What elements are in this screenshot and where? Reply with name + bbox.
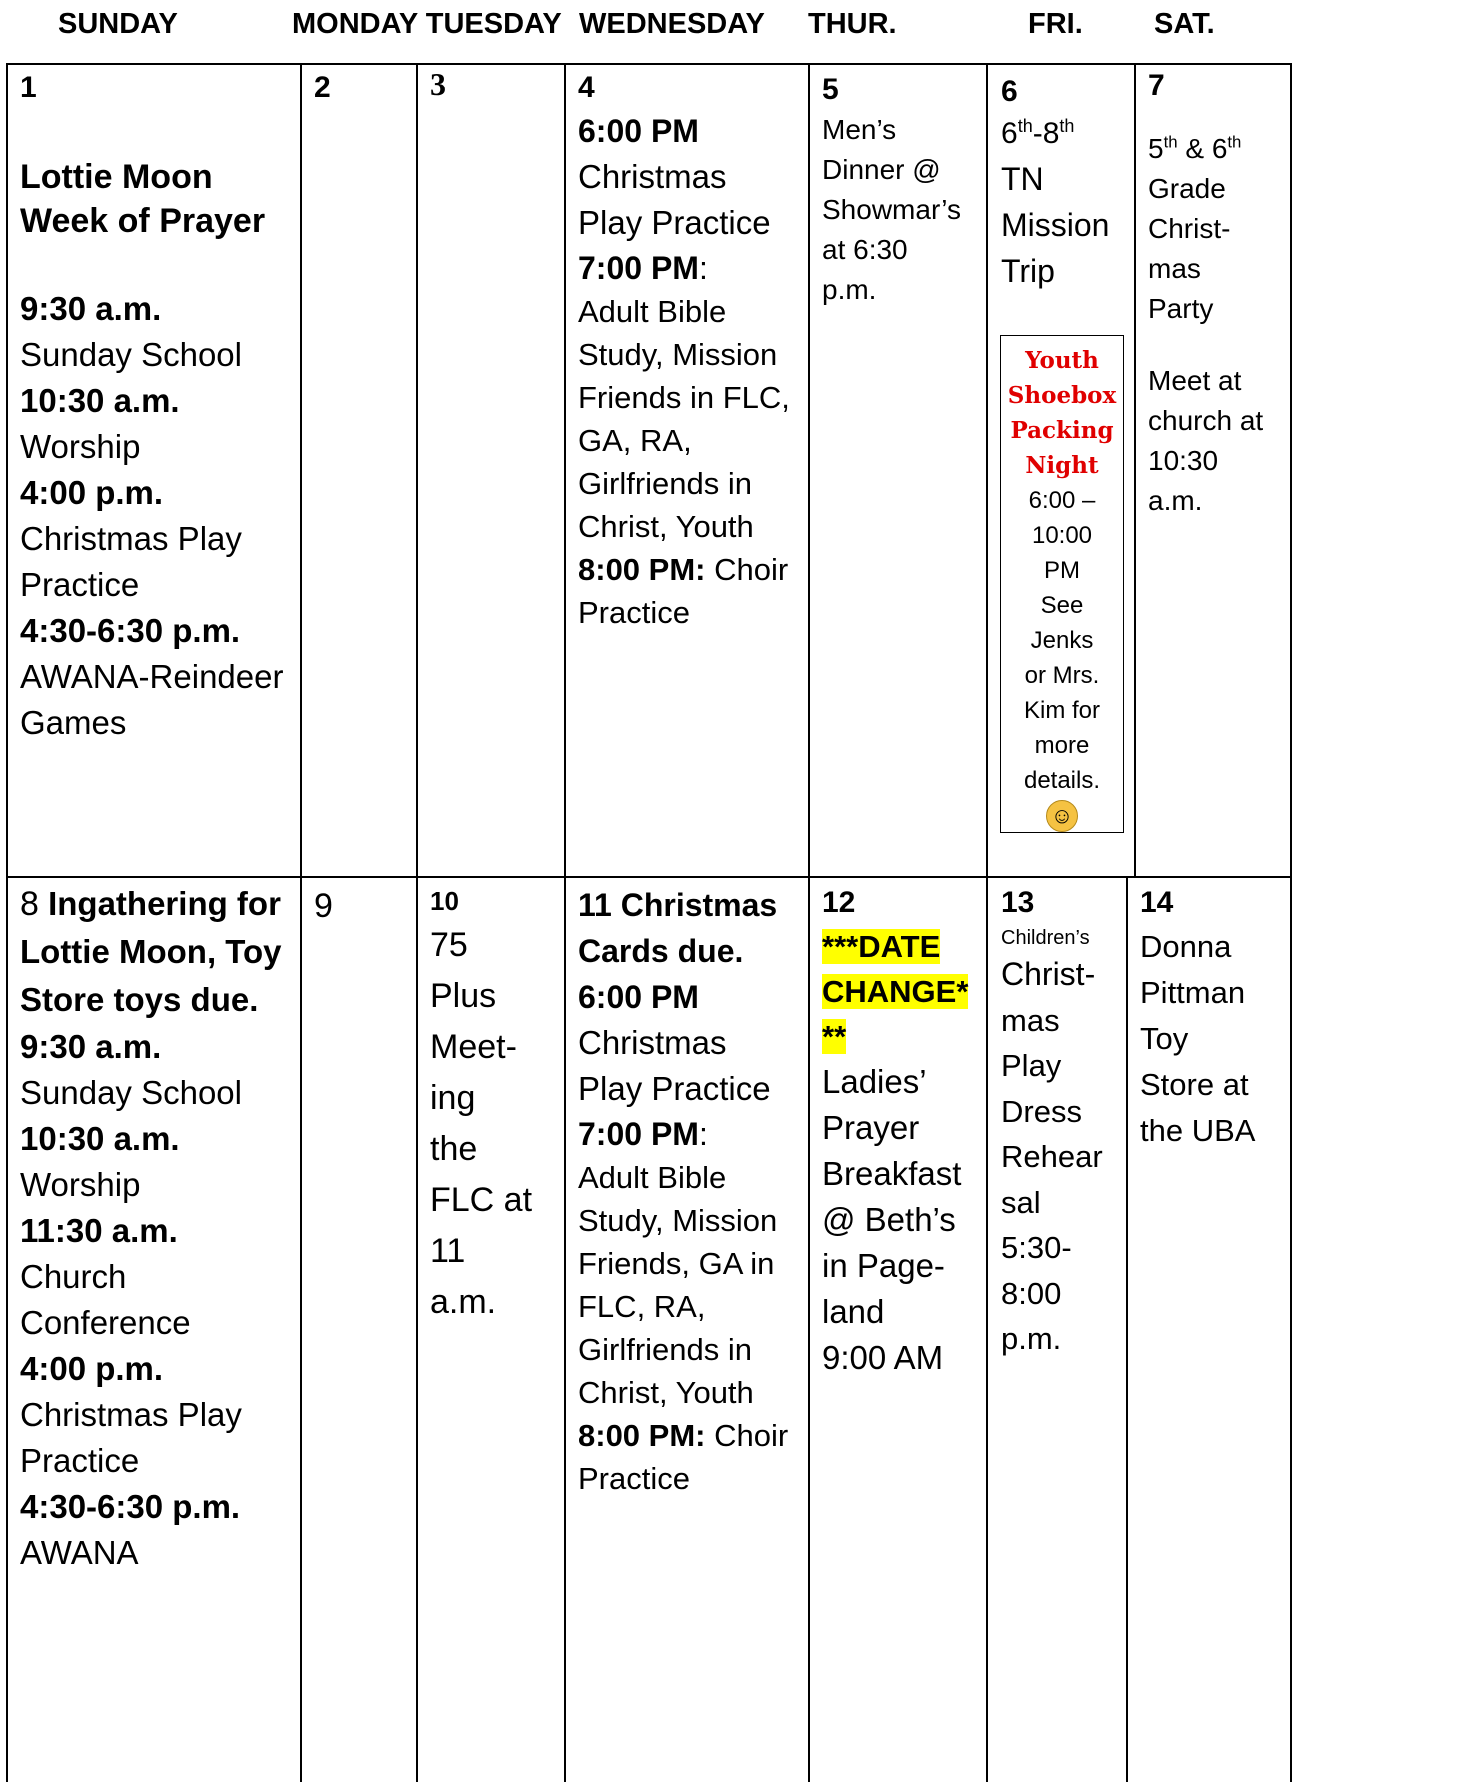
event-small-label: Children’s bbox=[1001, 927, 1090, 949]
day-cell-5 bbox=[822, 66, 984, 310]
grade-part: 5 bbox=[1148, 133, 1164, 164]
event-desc: Dress bbox=[1001, 1093, 1082, 1129]
grid-left-border bbox=[6, 65, 8, 1782]
day-cell-13 bbox=[1001, 882, 1123, 1362]
grid-col-divider bbox=[300, 65, 302, 1782]
event-time: 10:30 a.m. bbox=[20, 382, 180, 419]
notice-text: details. bbox=[1023, 767, 1101, 794]
event-desc: Worship bbox=[20, 1166, 141, 1203]
header-wednesday: WEDNESDAY bbox=[579, 8, 765, 40]
event-grade bbox=[1148, 129, 1288, 169]
event-time-row bbox=[578, 548, 806, 591]
notice-title-line: Youth bbox=[1025, 347, 1099, 374]
day-cell-11 bbox=[578, 882, 806, 1500]
smiley-icon: ☺ bbox=[1046, 800, 1078, 832]
event-desc: Girlfriends in bbox=[578, 466, 752, 501]
event-desc: Ladies’ bbox=[822, 1063, 927, 1100]
event-desc: Showmar’s bbox=[822, 194, 962, 225]
header-friday: FRI. bbox=[1028, 8, 1083, 40]
notice-text: Kim for bbox=[1023, 697, 1100, 724]
day-cell-8 bbox=[20, 880, 298, 1576]
event-desc: 9:00 AM bbox=[822, 1339, 944, 1376]
event-desc: Christmas Play bbox=[20, 520, 242, 557]
event-desc: 11 bbox=[430, 1232, 466, 1270]
event-desc: Practice bbox=[578, 1461, 690, 1496]
day-cell-10 bbox=[430, 882, 560, 1328]
event-desc: the bbox=[430, 1130, 478, 1168]
event-time-row bbox=[578, 246, 806, 290]
event-desc: Practice bbox=[578, 595, 690, 630]
event-desc: Games bbox=[20, 704, 127, 741]
event-time: 9:30 a.m. bbox=[20, 1028, 162, 1065]
event-time-colon: : bbox=[698, 1116, 708, 1152]
event-header bbox=[20, 880, 298, 928]
event-desc: Adult Bible bbox=[578, 1160, 727, 1195]
grid-right-border bbox=[1290, 65, 1292, 1782]
event-desc: p.m. bbox=[822, 274, 877, 305]
event-desc: Sunday School bbox=[20, 1074, 242, 1111]
event-time: 10:30 a.m. bbox=[20, 1120, 180, 1157]
event-desc: 8:00 bbox=[1001, 1275, 1062, 1311]
event-title: Lottie Moon, Toy bbox=[20, 933, 282, 970]
header-saturday: SAT. bbox=[1154, 8, 1215, 40]
event-title: Cards due. bbox=[578, 933, 744, 969]
event-desc: Play Practice bbox=[578, 204, 771, 241]
event-desc: the UBA bbox=[1140, 1113, 1256, 1148]
event-desc: Christmas bbox=[578, 1024, 727, 1061]
event-desc: Christ- bbox=[1148, 213, 1231, 244]
event-desc: Prayer bbox=[822, 1109, 920, 1146]
event-time: 6:00 PM bbox=[578, 979, 699, 1015]
event-desc: sal bbox=[1001, 1184, 1041, 1220]
event-desc: 5:30- bbox=[1001, 1230, 1072, 1265]
event-desc: Choir bbox=[705, 552, 789, 587]
date-change-notice: CHANGE* bbox=[822, 974, 969, 1009]
grid-col-divider bbox=[564, 65, 566, 1782]
event-time: 7:00 PM bbox=[578, 250, 699, 286]
event-title: 11 Christmas bbox=[578, 887, 778, 923]
day-cell-6 bbox=[1001, 66, 1131, 294]
date-change-notice: ** bbox=[822, 1019, 847, 1054]
day-cell-4 bbox=[578, 66, 806, 634]
event-time: 4:00 p.m. bbox=[20, 1350, 164, 1387]
date-suffix: th bbox=[1017, 116, 1033, 136]
event-desc: p.m. bbox=[1001, 1321, 1062, 1356]
event-desc: Pittman bbox=[1140, 975, 1246, 1010]
event-desc: TN bbox=[1001, 161, 1044, 197]
event-time-row bbox=[578, 1414, 806, 1457]
event-desc: Friends, GA in bbox=[578, 1246, 775, 1281]
event-desc: a.m. bbox=[1148, 485, 1203, 516]
event-desc: Christ, Youth bbox=[578, 509, 754, 544]
notice-text: more bbox=[1034, 732, 1090, 759]
event-desc: Play bbox=[1001, 1048, 1062, 1083]
event-desc: Grade bbox=[1148, 173, 1226, 204]
event-desc: Friends in FLC, bbox=[578, 380, 790, 415]
day-cell-14 bbox=[1140, 882, 1288, 1154]
event-desc: Christ, Youth bbox=[578, 1375, 754, 1410]
event-desc: Practice bbox=[20, 1442, 140, 1479]
day-number: 4 bbox=[578, 71, 595, 104]
event-time: 6:00 PM bbox=[578, 113, 699, 149]
event-desc: Study, Mission bbox=[578, 337, 778, 372]
event-desc: FLC, RA, bbox=[578, 1289, 706, 1324]
event-title: Ingathering for bbox=[38, 885, 281, 922]
event-title-line: Week of Prayer bbox=[20, 202, 266, 240]
event-desc: Meet- bbox=[430, 1028, 517, 1066]
notice-text: 10:00 bbox=[1031, 522, 1093, 549]
event-desc: Toy bbox=[1140, 1021, 1189, 1056]
event-desc: Choir bbox=[705, 1418, 789, 1453]
grade-suffix: th bbox=[1163, 132, 1178, 152]
event-desc: Study, Mission bbox=[578, 1203, 778, 1238]
event-time: 11:30 a.m. bbox=[20, 1212, 178, 1249]
event-desc: Rehear bbox=[1001, 1139, 1103, 1174]
event-desc: Store at bbox=[1140, 1067, 1249, 1102]
event-desc: Mission bbox=[1001, 207, 1110, 243]
header-sunday: SUNDAY bbox=[58, 8, 178, 40]
grid-col-divider bbox=[416, 65, 418, 1782]
day-number: 10 bbox=[430, 886, 459, 916]
event-desc: AWANA bbox=[20, 1534, 139, 1571]
event-time: 8:00 PM: bbox=[578, 1418, 706, 1453]
event-dates bbox=[1001, 112, 1131, 156]
event-title: Store toys due. bbox=[20, 981, 259, 1018]
event-desc: Church bbox=[20, 1258, 127, 1295]
event-desc: FLC at bbox=[430, 1181, 533, 1219]
day-number: 2 bbox=[314, 71, 331, 104]
event-desc: church at bbox=[1148, 405, 1264, 436]
event-desc: Trip bbox=[1001, 253, 1055, 289]
day-number: 1 bbox=[20, 71, 37, 104]
event-desc: ing bbox=[430, 1079, 476, 1117]
day-number: 3 bbox=[430, 66, 446, 102]
event-title-line: Lottie Moon bbox=[20, 158, 213, 196]
grid-col-divider bbox=[986, 65, 988, 1782]
event-desc: Party bbox=[1148, 293, 1214, 324]
event-desc: Christ- bbox=[1001, 956, 1096, 992]
date-part: 6 bbox=[1001, 117, 1018, 150]
event-desc: 75 bbox=[430, 926, 468, 964]
event-time: 4:30-6:30 p.m. bbox=[20, 1488, 241, 1525]
event-desc: Plus bbox=[430, 977, 497, 1015]
day-number: 12 bbox=[822, 886, 856, 919]
event-desc: Christmas bbox=[578, 158, 727, 195]
event-desc: land bbox=[822, 1293, 885, 1330]
event-desc: Sunday School bbox=[20, 336, 242, 373]
date-change-notice: ***DATE bbox=[822, 929, 941, 964]
grade-suffix: th bbox=[1227, 132, 1242, 152]
notice-title-line: Shoebox bbox=[1007, 382, 1117, 409]
day-cell-7 bbox=[1148, 66, 1288, 521]
day-number: 6 bbox=[1001, 75, 1018, 108]
notice-text: See bbox=[1040, 592, 1084, 619]
event-desc: Men’s bbox=[822, 114, 897, 145]
event-time: 4:00 p.m. bbox=[20, 474, 164, 511]
event-time-row bbox=[578, 1112, 806, 1156]
day-number: 9 bbox=[314, 887, 333, 925]
grid-col-divider bbox=[1126, 876, 1128, 1782]
event-desc: Dinner @ bbox=[822, 154, 941, 185]
notice-text: or Mrs. bbox=[1024, 662, 1100, 689]
grid-col-divider bbox=[1134, 65, 1136, 877]
event-time: 9:30 a.m. bbox=[20, 290, 162, 327]
date-suffix: th bbox=[1059, 116, 1075, 136]
event-desc: Play Practice bbox=[578, 1070, 771, 1107]
day-number: 7 bbox=[1148, 69, 1165, 102]
event-desc: Breakfast bbox=[822, 1155, 962, 1192]
event-desc: a.m. bbox=[430, 1283, 497, 1321]
event-desc: Donna bbox=[1140, 929, 1232, 964]
event-desc: at 6:30 bbox=[822, 234, 908, 265]
event-desc: Christmas Play bbox=[20, 1396, 242, 1433]
event-time: 7:00 PM bbox=[578, 1116, 699, 1152]
grid-row-divider bbox=[6, 876, 1292, 878]
youth-shoebox-notice bbox=[1000, 335, 1124, 833]
event-desc: mas bbox=[1001, 1002, 1060, 1038]
day-cell-1 bbox=[20, 66, 298, 746]
grid-top-border bbox=[6, 63, 1292, 65]
grid-col-divider bbox=[808, 65, 810, 1782]
day-number: 14 bbox=[1140, 886, 1174, 919]
event-desc: Meet at bbox=[1148, 365, 1242, 396]
event-desc: Girlfriends in bbox=[578, 1332, 752, 1367]
notice-text: PM bbox=[1044, 557, 1080, 584]
notice-text: Jenks bbox=[1030, 627, 1094, 654]
header-thursday: THUR. bbox=[808, 8, 897, 40]
notice-title-line: Night bbox=[1025, 452, 1099, 479]
header-monday-tuesday: MONDAY TUESDAY bbox=[292, 8, 562, 40]
event-desc: Adult Bible bbox=[578, 294, 727, 329]
day-cell-9 bbox=[314, 882, 333, 930]
event-desc: AWANA-Reindeer bbox=[20, 658, 284, 695]
event-desc: Conference bbox=[20, 1304, 191, 1341]
day-number: 5 bbox=[822, 73, 839, 106]
day-number: 13 bbox=[1001, 886, 1035, 919]
event-desc: @ Beth’s bbox=[822, 1201, 956, 1238]
event-desc: GA, RA, bbox=[578, 423, 692, 458]
notice-text: 6:00 – bbox=[1028, 487, 1096, 514]
event-title bbox=[20, 155, 298, 243]
event-time: 8:00 PM: bbox=[578, 552, 706, 587]
event-time: 4:30-6:30 p.m. bbox=[20, 612, 241, 649]
grade-part: & 6 bbox=[1177, 133, 1228, 164]
event-desc: Practice bbox=[20, 566, 140, 603]
notice-title-line: Packing bbox=[1010, 417, 1114, 444]
day-cell-2 bbox=[314, 68, 331, 108]
day-number: 8 bbox=[20, 885, 39, 923]
date-part: -8 bbox=[1032, 117, 1060, 150]
day-cell-3 bbox=[430, 64, 446, 104]
event-desc: Worship bbox=[20, 428, 141, 465]
day-cell-12 bbox=[822, 882, 984, 1381]
event-desc: mas bbox=[1148, 253, 1201, 284]
event-desc: 10:30 bbox=[1148, 445, 1219, 476]
event-time-colon: : bbox=[698, 250, 708, 286]
event-desc: in Page- bbox=[822, 1247, 945, 1284]
